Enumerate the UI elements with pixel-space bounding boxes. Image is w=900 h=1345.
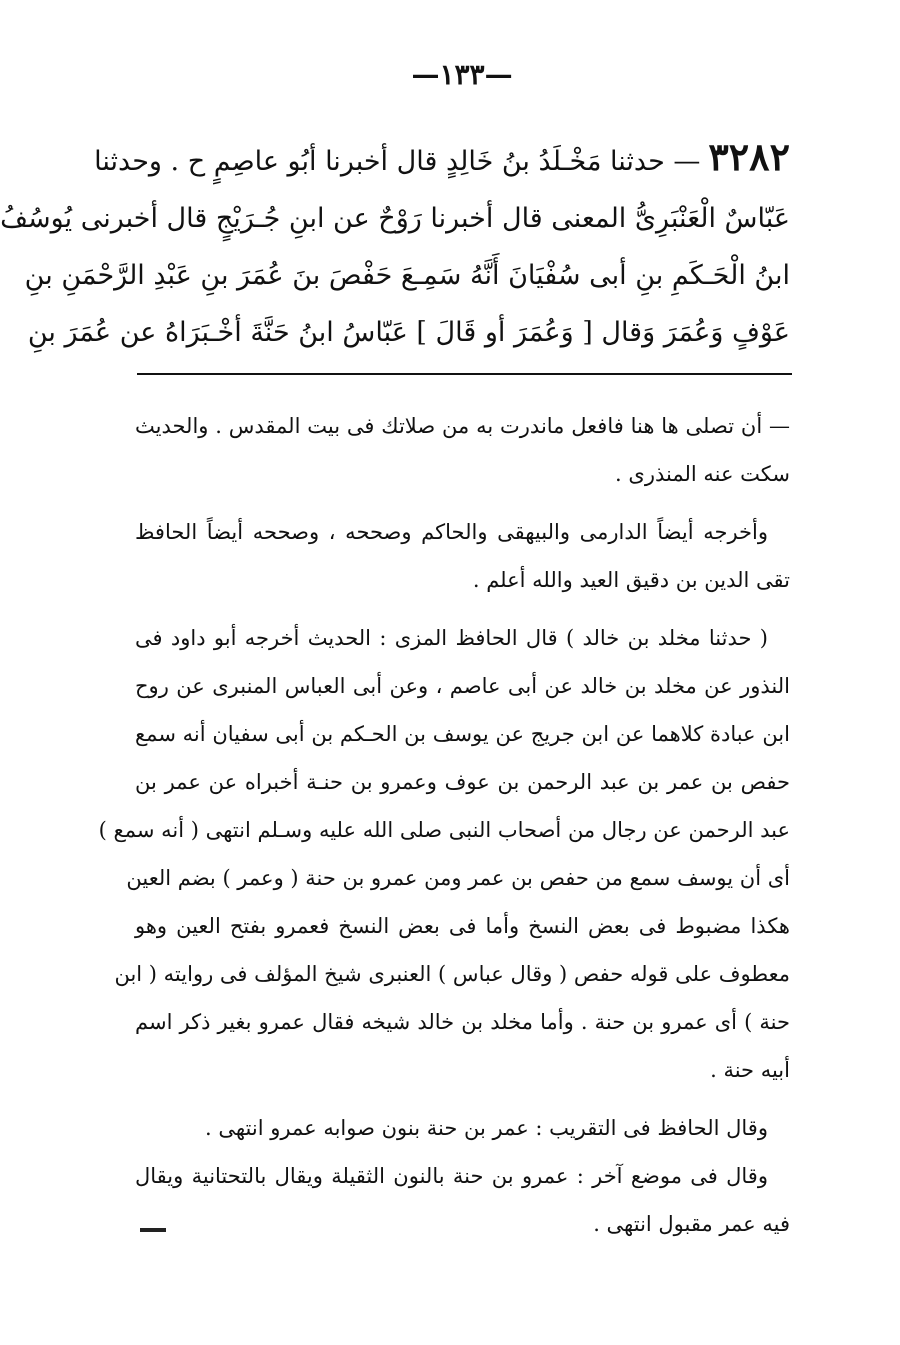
commentary-line: هكذا مضبوط فى بعض النسخ وأما فى بعض النسخ فعمرو بفتح العين وهو	[135, 914, 790, 938]
hadith-line: عَبّاسٌ الْعَنْبَرِىُّ المعنى قال أخبرنا رَوْحٌ عن ابنِ جُـرَيْجٍ قال أخبرنى يُوسُفُ	[0, 203, 790, 234]
commentary-line: فيه عمر مقبول انتهى .	[593, 1212, 790, 1236]
commentary-line: تقى الدين بن دقيق العيد والله أعلم .	[472, 568, 790, 592]
commentary-line: سكت عنه المنذرى .	[615, 462, 790, 486]
hadith-line: عَوْفٍ وَعُمَرَ وَقال [ وَعُمَرَ أو قَالَ ] عَبّاسُ ابنُ حَنَّةَ أخْـبَرَاهُ عن عُمَرَ بنِ	[27, 317, 790, 348]
commentary-line: النذور عن مخلد بن خالد عن أبى عاصم ، وعن أبى العباس المنبرى عن روح	[135, 674, 790, 698]
commentary-line: أى أن يوسف سمع من حفص بن عمر ومن عمرو بن حنة ( وعمر ) بضم العين	[126, 866, 790, 890]
commentary-line: — أن تصلى ها هنا فافعل ماندرت به من صلاتك فى بيت المقدس . والحديث	[135, 414, 790, 438]
footnote-divider	[137, 373, 792, 375]
page-number: —١٣٣—	[411, 58, 513, 91]
commentary-line: وقال فى موضع آخر : عمرو بن حنة بالنون الثقيلة ويقال بالتحتانية ويقال	[135, 1164, 768, 1188]
commentary-line: ابن عبادة كلاهما عن ابن جريج عن يوسف بن الحـكم بن أبى سفيان أنه سمع	[135, 722, 790, 746]
commentary-line: حنة ) أى عمرو بن حنة . وأما مخلد بن خالد شيخه فقال عمرو بغير ذكر اسم	[135, 1010, 790, 1034]
commentary-line: معطوف على قوله حفص ( وقال عباس ) العنبرى شيخ المؤلف فى روايته ( ابن	[114, 962, 790, 986]
hadith-line-text: — حدثنا مَخْـلَدُ بنُ خَالِدٍ قال أخبرنا أبُو عاصِمٍ ح . وحدثنا	[94, 146, 701, 177]
commentary-line: ( حدثنا مخلد بن خالد ) قال الحافظ المزى : الحديث أخرجه أبو داود فى	[135, 626, 768, 650]
commentary-line: وأخرجه أيضاً الدارمى والبيهقى والحاكم وصححه ، وصححه أيضاً الحافظ	[135, 520, 768, 544]
commentary-text	[98, 402, 790, 1248]
hadith-text	[0, 128, 790, 361]
commentary-line: أبيه حنة .	[710, 1058, 790, 1082]
commentary-line: حفص بن عمر بن عبد الرحمن بن عوف وعمرو بن حنـة أخبراه عن عمر بن	[135, 770, 790, 794]
commentary-line: وقال الحافظ فى التقريب : عمر بن حنة بنون صوابه عمرو انتهى .	[205, 1116, 768, 1140]
hadith-number: ٣٢٨٢	[708, 134, 790, 179]
end-of-page-mark	[140, 1228, 166, 1232]
commentary-line: عبد الرحمن عن رجال من أصحاب النبى صلى الله عليه وسـلم انتهى ( أنه سمع )	[98, 818, 790, 842]
hadith-line	[94, 128, 790, 190]
hadith-line: ابنُ الْحَـكَمِ بنِ أبى سُفْيَانَ أَنَّهُ سَمِـعَ حَفْصَ بنَ عُمَرَ بنِ عَبْدِ الرَّحْمَنِ بنِ	[24, 260, 790, 291]
